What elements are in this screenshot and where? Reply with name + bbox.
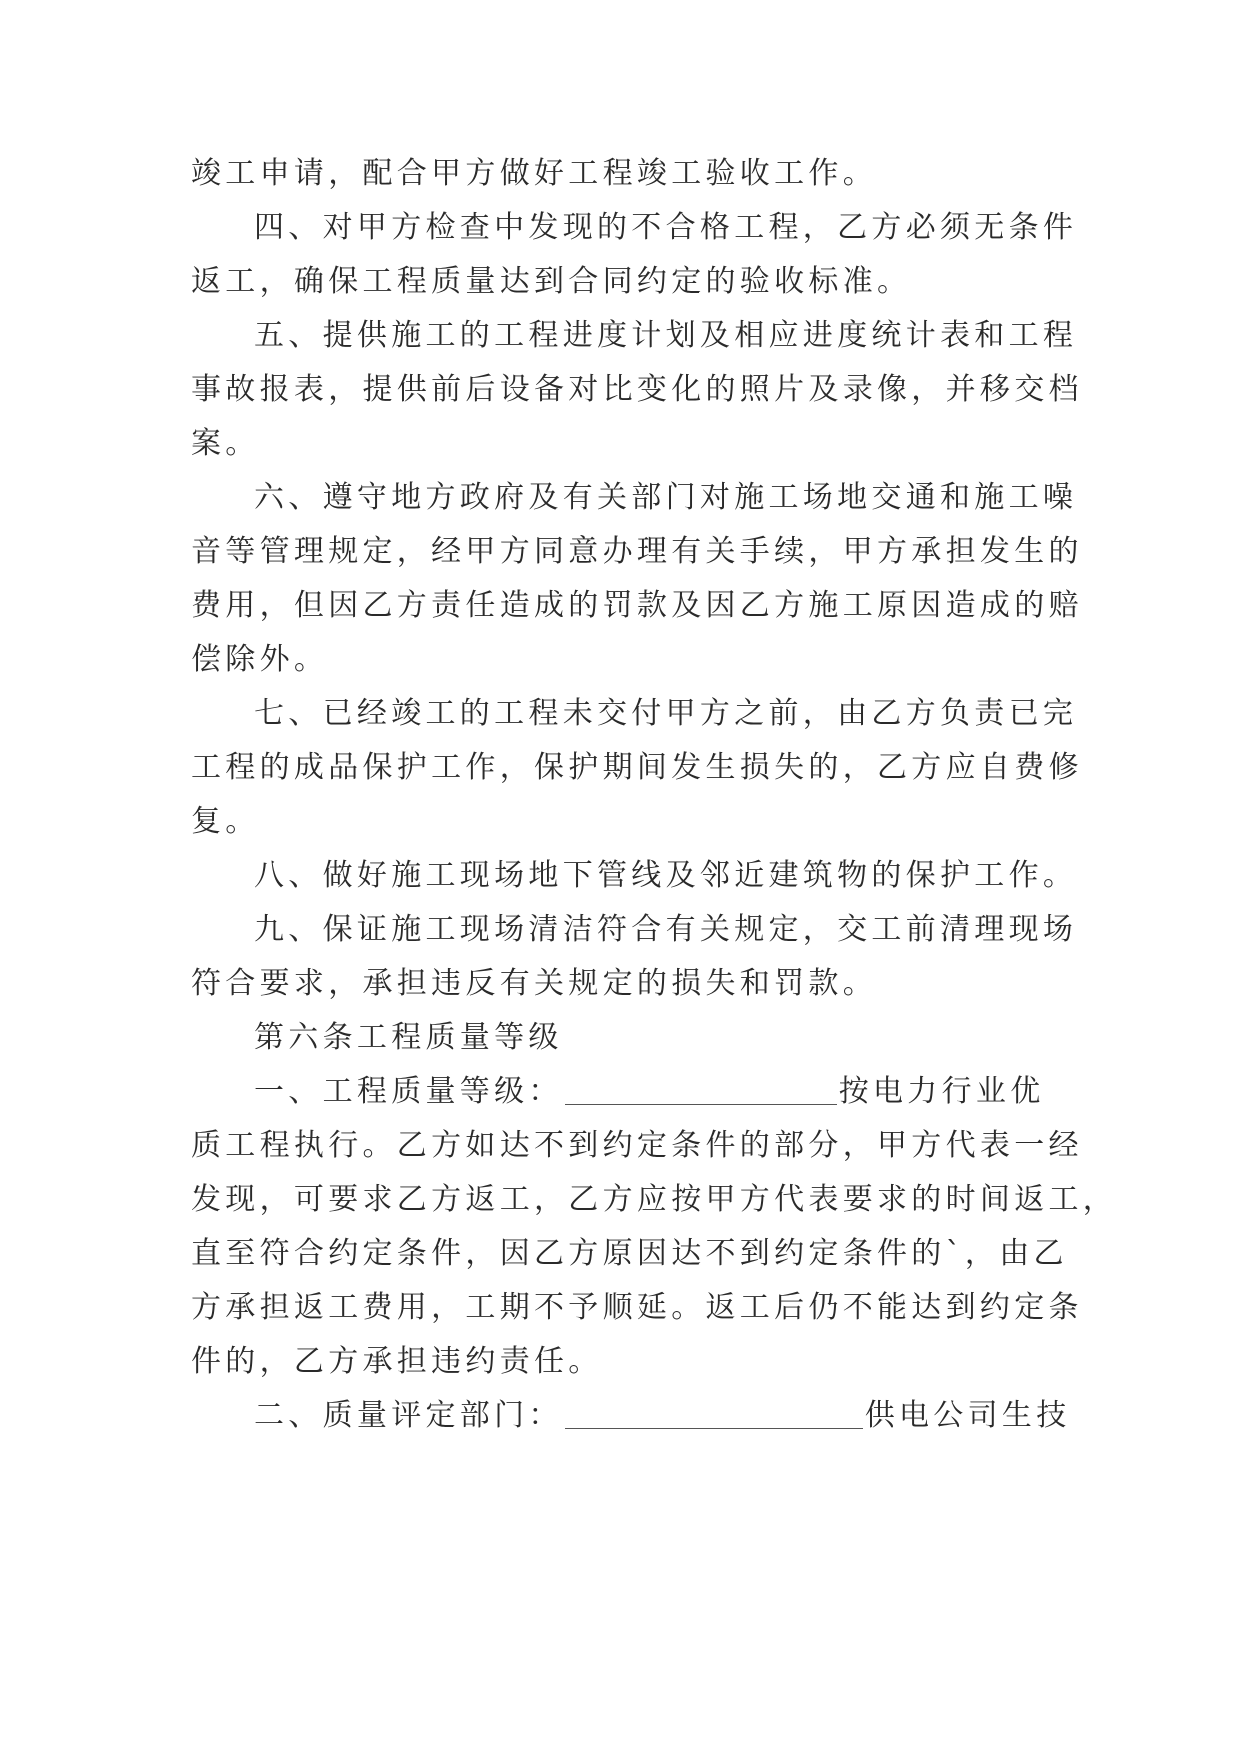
text-line: 返工，确保工程质量达到合同约定的验收标准。 — [191, 264, 912, 299]
clause-9: 九、保证施工现场清洁符合有关规定，交工前清理现场 — [254, 912, 1078, 947]
text-line: 音等管理规定，经甲方同意办理有关手续，甲方承担发生的 — [191, 534, 1083, 569]
quality-dept-label: 二、质量评定部门： — [254, 1398, 563, 1433]
text-line: 费用，但因乙方责任造成的罚款及因乙方施工原因造成的赔 — [191, 588, 1083, 623]
clause-4: 四、对甲方检查中发现的不合格工程，乙方必须无条件 — [254, 210, 1078, 245]
quality-dept-line — [254, 1396, 1071, 1436]
section-heading: 第六条工程质量等级 — [254, 1020, 563, 1055]
text-line: 工程的成品保护工作，保护期间发生损失的，乙方应自费修 — [191, 750, 1083, 785]
text-line: 发现，可要求乙方返工，乙方应按甲方代表要求的时间返工， — [191, 1182, 1118, 1217]
text-line: 复。 — [191, 804, 260, 839]
text-line: 偿除外。 — [191, 642, 329, 677]
text-line: 直至符合约定条件，因乙方原因达不到约定条件的`，由乙 — [191, 1236, 1068, 1271]
clause-7: 七、已经竣工的工程未交付甲方之前，由乙方负责已完 — [254, 696, 1078, 731]
quality-grade-label: 一、工程质量等级： — [254, 1074, 563, 1109]
clause-5: 五、提供施工的工程进度计划及相应进度统计表和工程 — [254, 318, 1078, 353]
quality-dept-blank[interactable] — [565, 1398, 863, 1429]
quality-grade-line — [254, 1072, 1045, 1112]
text-line: 案。 — [191, 426, 260, 461]
clause-6: 六、遵守地方政府及有关部门对施工场地交通和施工噪 — [254, 480, 1078, 515]
clause-8: 八、做好施工现场地下管线及邻近建筑物的保护工作。 — [254, 858, 1078, 893]
text-line: 件的，乙方承担违约责任。 — [191, 1344, 603, 1379]
quality-dept-suffix: 供电公司生技 — [864, 1398, 1071, 1433]
text-line: 符合要求，承担违反有关规定的损失和罚款。 — [191, 966, 877, 1001]
text-line: 竣工申请，配合甲方做好工程竣工验收工作。 — [191, 156, 877, 191]
quality-grade-blank[interactable] — [565, 1074, 837, 1105]
text-line: 质工程执行。乙方如达不到约定条件的部分，甲方代表一经 — [191, 1128, 1083, 1163]
quality-grade-suffix: 按电力行业优 — [838, 1074, 1045, 1109]
text-line: 方承担返工费用，工期不予顺延。返工后仍不能达到约定条 — [191, 1290, 1083, 1325]
text-line: 事故报表，提供前后设备对比变化的照片及录像，并移交档 — [191, 372, 1083, 407]
